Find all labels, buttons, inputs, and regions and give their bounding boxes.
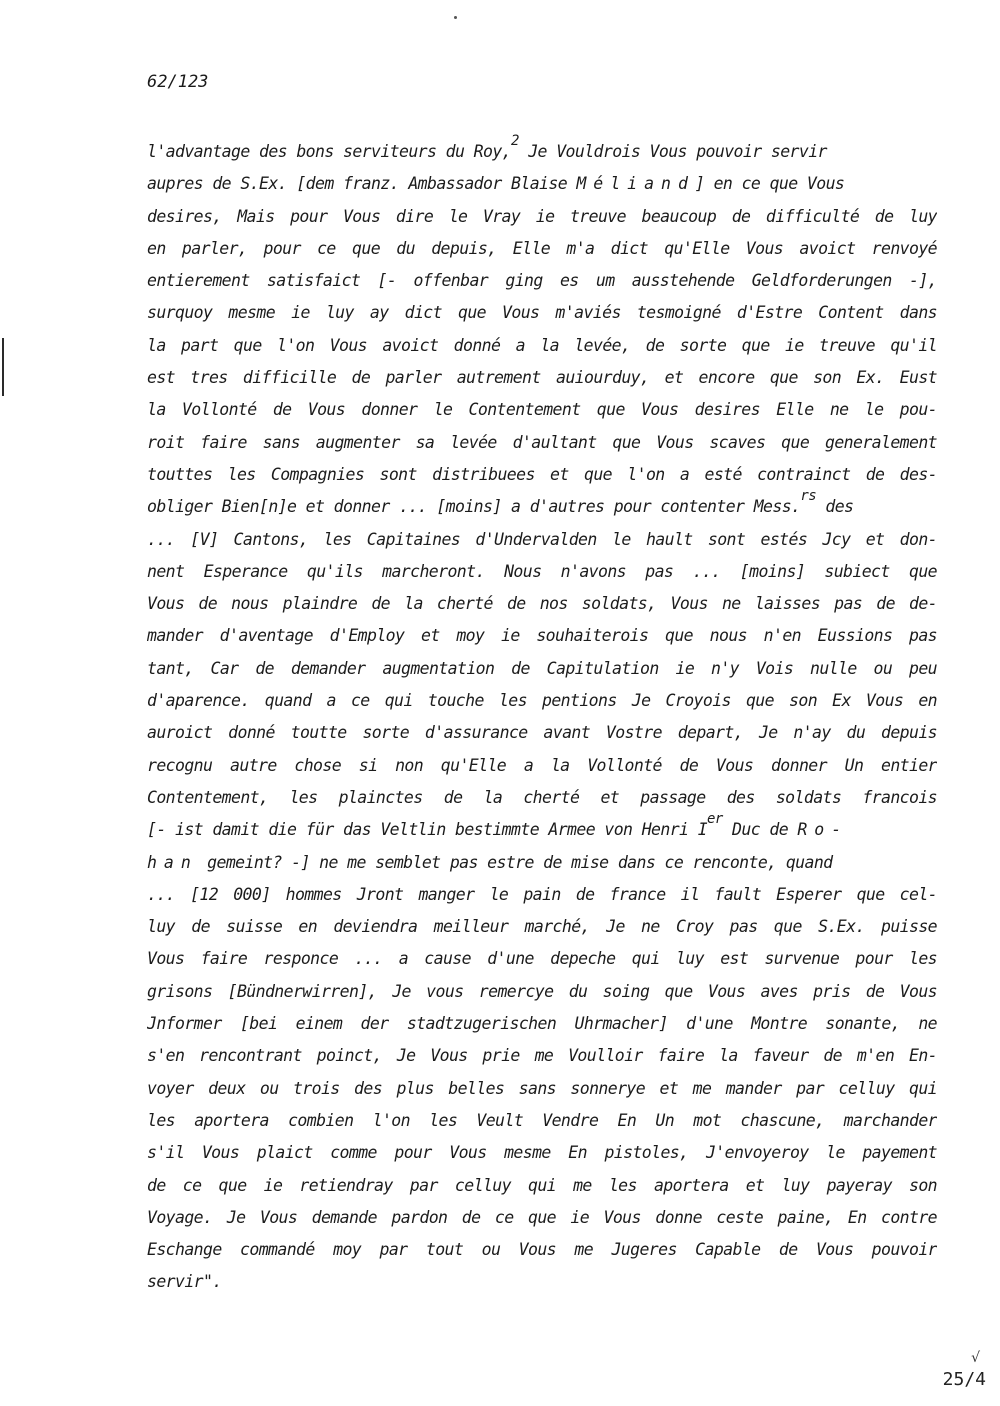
text-line (147, 685, 937, 717)
line-text: roit faire sans augmenter sa levée d'aultant que Vous scaves que generalement (147, 432, 937, 452)
text-line (147, 1266, 937, 1298)
line-text: s'il Vous plaict comme pour Vous mesme En pistoles, J'envoyeroy le payement (147, 1143, 937, 1163)
line-text: s'en rencontrant poinct, Je Vous prie me Voulloir faire la faveur de m'en En- (147, 1046, 937, 1066)
text-line (147, 879, 937, 911)
line-text: l'advantage des bons serviteurs du Roy, (147, 142, 512, 161)
line-text: la Vollonté de Vous donner le Contentement que Vous desires Elle ne le pou- (147, 400, 937, 420)
check-mark: √ (971, 1350, 980, 1366)
spaced-name: han (147, 852, 198, 872)
line-text: luy de suisse en deviendra meilleur marché, Je ne Croy pas que S.Ex. puisse (147, 917, 937, 937)
text-line (147, 394, 937, 426)
line-text: ] en ce que Vous (694, 174, 845, 194)
line-text: entierement satisfaict [- offenbar ging es um ausstehende Geldforderungen -], (147, 271, 937, 291)
text-line (147, 1202, 937, 1234)
letter-body (147, 133, 937, 1299)
line-text: nent Esperance qu'ils marcheront. Nous n'avons pas ... [moins] subiect que (147, 561, 937, 581)
line-text: grisons [Bündnerwirren], Je vous remercye du soing que Vous aves pris de Vous (147, 981, 937, 1001)
text-line (147, 168, 937, 200)
line-text: Eschange commandé moy par tout ou Vous me Jugeres Capable de Vous pouvoir (147, 1240, 937, 1260)
line-text: ... [V] Cantons, les Capitaines d'Undervalden le hault sont estés Jcy et don- (147, 529, 937, 549)
text-line (147, 1170, 937, 1202)
text-line (147, 1008, 937, 1040)
line-text: obliger Bien[n]e et donner ... [moins] a d'autres pour contenter Mess. (147, 497, 801, 517)
text-line (147, 750, 937, 782)
line-text: des (816, 497, 854, 517)
text-line (147, 524, 937, 556)
line-text: servir". (147, 1272, 222, 1292)
superscript: er (707, 811, 723, 828)
line-text: d'aparence. quand a ce qui touche les pentions Je Croyois que son Ex Vous en (147, 691, 937, 711)
text-line (147, 620, 937, 652)
line-text: Je Vouldrois Vous pouvoir servir (518, 142, 827, 161)
line-text: aupres de S.Ex. [dem franz. Ambassador Blaise (147, 174, 577, 194)
line-text: Voyage. Je Vous demande pardon de ce que ie Vous donne ceste paine, En contre (147, 1207, 937, 1227)
text-line (147, 233, 937, 265)
text-line (147, 459, 937, 491)
text-line (147, 911, 937, 943)
line-text: desires, Mais pour Vous dire le Vray ie treuve beaucoup de difficulté de luy (147, 206, 937, 226)
spaced-name: Ro- (797, 820, 849, 840)
text-line (147, 556, 937, 588)
text-line (147, 717, 937, 749)
line-text: en parler, pour ce que du depuis, Elle m'a dict qu'Elle Vous avoict renvoyé (147, 238, 937, 258)
text-line (147, 588, 937, 620)
line-text: de ce que ie retiendray par celluy qui me les aportera et luy payeray son (147, 1175, 937, 1195)
text-line (147, 1040, 937, 1072)
text-line (147, 427, 937, 459)
line-text: la part que l'on Vous avoict donné a la levée, de sorte que ie treuve qu'il (147, 335, 937, 355)
text-line (147, 201, 937, 233)
line-text: Vous de nous plaindre de la cherté de nos soldats, Vous ne laisses pas de de- (147, 594, 937, 614)
text-line (147, 943, 937, 975)
line-text: Jnformer [bei einem der stadtzugerischen Uhrmacher] d'une Montre sonante, ne (147, 1014, 937, 1034)
line-text: tant, Car de demander augmentation de Capitulation ie n'y Vois nulle ou peu (147, 658, 937, 678)
line-text: touttes les Compagnies sont distribuees et que l'on a esté contrainct de des- (147, 464, 937, 484)
text-line (147, 782, 937, 814)
line-text: [- ist damit die für das Veltlin bestimmte Armee von Henri I (147, 820, 708, 840)
text-line (147, 488, 937, 523)
line-text: ... [12 000] hommes Jront manger le pain de france il fault Esperer que cel- (147, 884, 937, 904)
spaced-name: Méliand (576, 174, 695, 194)
line-text: surquoy mesme ie luy ay dict que Vous m'aviés tesmoigné d'Estre Content dans (147, 303, 937, 323)
line-text: les aportera combien l'on les Veult Vendre En Un mot chascune, marchander (147, 1110, 937, 1130)
archive-page-stamp: 25/4 (942, 1369, 986, 1390)
margin-binding-mark (2, 338, 10, 396)
text-line (147, 1234, 937, 1266)
text-line (147, 1073, 937, 1105)
line-text: mander d'aventage d'Employ et moy ie souhaiterois que nous n'en Eussions pas (147, 626, 937, 646)
superscript: rs (800, 488, 817, 505)
line-text: Duc de (722, 820, 798, 840)
text-line (147, 133, 937, 168)
line-text: Contentement, les plainctes de la cherté et passage des soldats francois (147, 787, 937, 807)
folio-number: 62/123 (147, 72, 209, 92)
line-text: Vous faire responce ... a cause d'une depeche qui luy est survenue pour les (147, 949, 937, 969)
line-text: est tres difficille de parler autrement auiourduy, et encore que son Ex. Eust (147, 368, 937, 388)
line-text: voyer deux ou trois des plus belles sans sonnerye et me mander par celluy qui (147, 1078, 937, 1098)
line-text: auroict donné toutte sorte d'assurance avant Vostre depart, Je n'ay du depuis (147, 723, 937, 743)
text-line (147, 976, 937, 1008)
text-line (147, 265, 937, 297)
text-line (147, 1105, 937, 1137)
text-line (147, 811, 937, 846)
line-text: recognu autre chose si non qu'Elle a la Vollonté de Vous donner Un entier (147, 755, 937, 775)
text-line (147, 653, 937, 685)
text-line (147, 297, 937, 329)
text-line (147, 330, 937, 362)
paper-speck (454, 16, 457, 19)
line-text: gemeint? -] ne me semblet pas estre de mise dans ce renconte, quand (197, 852, 833, 872)
text-line (147, 847, 937, 879)
text-line (147, 362, 937, 394)
superscript: 2 (511, 133, 519, 149)
text-line (147, 1137, 937, 1169)
